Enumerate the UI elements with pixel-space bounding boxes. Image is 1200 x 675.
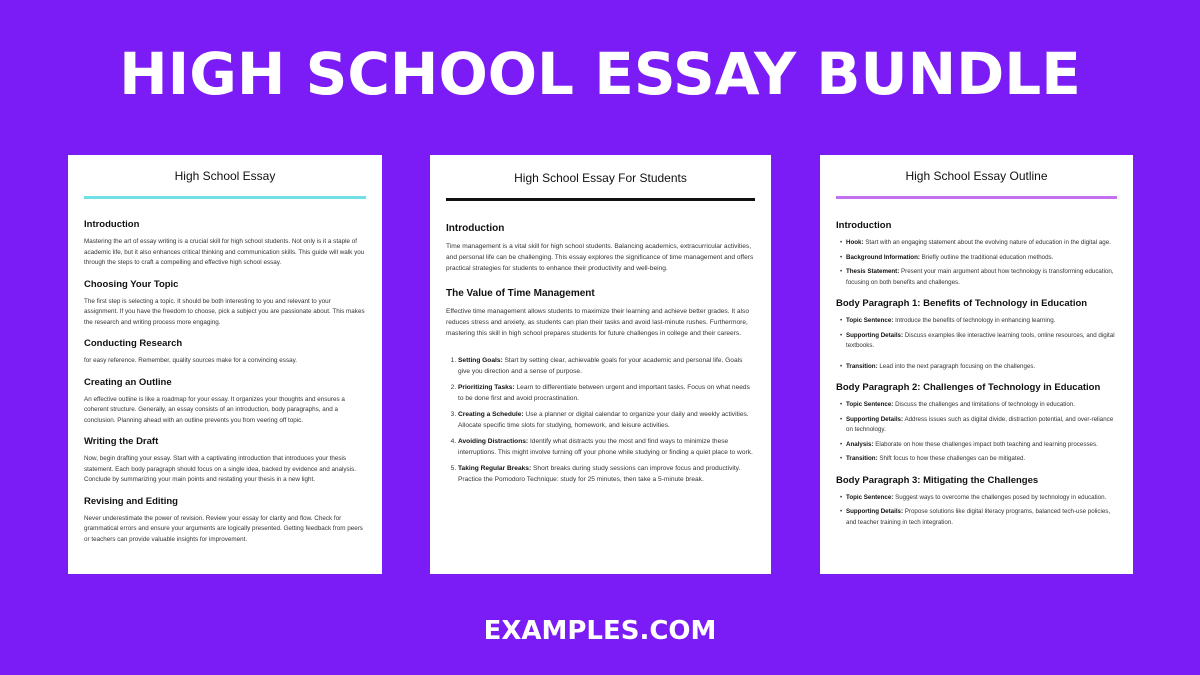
section-heading: Body Paragraph 2: Challenges of Technology in Education <box>836 382 1101 393</box>
list-item <box>840 415 1117 436</box>
list-item <box>840 454 1117 465</box>
item-label: Creating a Schedule: <box>458 411 524 418</box>
list-item <box>840 316 1117 327</box>
item-label: Transition: <box>846 455 878 462</box>
section-heading: Creating an Outline <box>84 376 172 388</box>
item-text: Propose solutions like digital literacy programs, balanced tech-use policies, and teacher training in tech integration. <box>846 508 1111 526</box>
item-label: Background Information: <box>846 253 920 261</box>
list-item <box>840 238 1117 249</box>
section-text: An effective outline is like a roadmap for your essay. It organizes your thoughts and ensures a coherent structure. Generally, an essay consists of an introduction, body paragraphs, and a conclusion. Planning ahead with an outline prevents you from veering off topic. <box>84 395 345 424</box>
item-text: Briefly outline the traditional education methods. <box>919 253 1054 261</box>
section-text: The first step is selecting a topic. It should be both interesting to you and relevant to your assignment. If you have the freedom to choose, pick a subject you are passionate about. This makes the research and writing process more engaging. <box>84 297 365 326</box>
list-item <box>840 440 1117 451</box>
item-label: Setting Goals: <box>458 357 503 364</box>
item-text: Short breaks during study sessions can improve focus and productivity. Practice the Pomodoro Technique: study for 25 minutes, then take a 5-minute break. <box>458 465 741 483</box>
essay-card-outline <box>820 155 1133 574</box>
item-text: Suggest ways to overcome the challenges posed by technology in education. <box>893 493 1107 501</box>
item-label: Taking Regular Breaks: <box>458 465 532 472</box>
item-text: Lead into the next paragraph focusing on the challenges. <box>877 362 1036 370</box>
item-label: Analysis: <box>846 440 874 448</box>
item-label: Topic Sentence: <box>846 493 894 501</box>
item-label: Thesis Statement: <box>846 268 900 275</box>
list-item <box>458 409 755 431</box>
title-underline <box>836 196 1117 199</box>
item-text: Shift focus to how these challenges can be mitigated. <box>877 455 1026 462</box>
item-label: Transition: <box>846 362 878 370</box>
item-text: Start with an engaging statement about the evolving nature of education in the digital age. <box>863 239 1111 246</box>
title-underline <box>446 198 755 201</box>
section-text: Mastering the art of essay writing is a crucial skill for high school students. Not only is it a staple of academic life, but it also enhances critical thinking and communication skills. This guide will walk you through the steps to craft a compelling and effective high school essay. <box>84 238 365 266</box>
item-label: Hook: <box>846 239 864 246</box>
item-label: Supporting Details: <box>846 508 904 515</box>
list-item <box>458 463 755 485</box>
item-label: Supporting Details: <box>846 415 904 423</box>
section-heading: Introduction <box>446 223 505 234</box>
section-text: for easy reference. Remember, quality sources make for a convincing essay. <box>84 357 298 364</box>
essay-card-high-school-essay <box>68 155 382 574</box>
list-item <box>840 253 1117 264</box>
item-text: Address issues such as digital divide, distraction potential, and over-reliance on technology. <box>846 415 1114 433</box>
list-item <box>458 436 755 458</box>
essay-card-for-students <box>430 155 771 574</box>
bullet-list <box>836 400 1117 465</box>
list-item <box>840 362 1117 373</box>
section-heading: Writing the Draft <box>84 436 159 447</box>
card-title: High School Essay <box>174 169 276 183</box>
item-label: Topic Sentence: <box>846 317 894 324</box>
section-heading: Choosing Your Topic <box>84 278 179 290</box>
section-heading: Revising and Editing <box>84 495 178 507</box>
list-item <box>458 382 755 404</box>
item-text: Learn to differentiate between urgent and important tasks. Focus on what needs to be done first and avoid procrastination. <box>458 384 750 402</box>
item-label: Avoiding Distractions: <box>458 438 529 445</box>
footer-brand: EXAMPLES.COM <box>483 616 717 646</box>
bullet-list <box>836 238 1117 288</box>
item-text: Start by setting clear, achievable goals for your academic and personal life. Goals give you direction and a sense of purpose. <box>458 357 743 375</box>
section-heading: Body Paragraph 3: Mitigating the Challenges <box>836 474 1039 486</box>
bullet-list <box>836 493 1117 529</box>
item-label: Supporting Details: <box>846 331 904 339</box>
section-heading: Introduction <box>836 220 892 231</box>
item-text: Discuss the challenges and limitations of technology in education. <box>893 401 1075 408</box>
section-heading: The Value of Time Management <box>446 288 595 299</box>
section-text: Now, begin drafting your essay. Start with a captivating introduction that introduces your thesis statement. Each body paragraph should focus on a single idea, backed by evidence and analysis. Conclude by summarizing your main points and restating your thesis in a new light. <box>84 455 356 483</box>
list-item <box>840 400 1117 411</box>
item-text: Discuss examples like interactive learning tools, online resources, and digital textbooks. <box>846 331 1115 349</box>
list-item <box>840 507 1117 528</box>
item-text: Introduce the benefits of technology in enhancing learning. <box>893 317 1056 324</box>
section-text: Never underestimate the power of revision. Review your essay for clarity and flow. Check for grammatical errors and ensure your arguments are logically presented. Getting feedback from peers or teachers can provide valuable insights for improvement. <box>84 514 363 543</box>
item-text: Use a planner or digital calendar to organize your daily and weekly activities. Allocate specific time slots for studying, homework, and leisure activities. <box>458 411 749 429</box>
item-text: Present your main argument about how technology is transforming education, focusing on both benefits and challenges. <box>846 268 1114 286</box>
bullet-list <box>836 316 1117 372</box>
strategy-list <box>446 355 755 485</box>
section-text: Time management is a vital skill for high school students. Balancing academics, extracurricular activities, and personal life can be challenging. This essay explores the significance of time management and offers practical strategies for students to enhance their productivity and well-being. <box>446 243 754 272</box>
section-heading: Body Paragraph 1: Benefits of Technology in Education <box>836 298 1088 309</box>
list-item <box>840 267 1117 288</box>
list-item <box>458 355 755 377</box>
list-item <box>840 493 1117 504</box>
item-label: Topic Sentence: <box>846 401 894 408</box>
title-underline <box>84 196 366 199</box>
card-title: High School Essay Outline <box>905 169 1048 183</box>
item-text: Elaborate on how these challenges impact both teaching and learning processes. <box>873 440 1098 448</box>
section-heading: Conducting Research <box>84 338 183 349</box>
section-text: Effective time management allows students to maximize their learning and achieve better grades. It also reduces stress and anxiety, as students can plan their tasks and avoid last-minute rushes. Furthermore, mastering this skill in high school prepares students for future challenges in college and their careers. <box>446 308 749 337</box>
section-heading: Introduction <box>84 219 140 230</box>
card-title: High School Essay For Students <box>514 171 687 185</box>
item-text: Identify what distracts you the most and find ways to minimize these interruptions. This might involve turning off your phone while studying or finding a quiet place to work. <box>458 438 753 456</box>
item-label: Prioritizing Tasks: <box>458 384 515 391</box>
page-title: HIGH SCHOOL ESSAY BUNDLE <box>119 40 1081 108</box>
list-item <box>840 331 1117 352</box>
